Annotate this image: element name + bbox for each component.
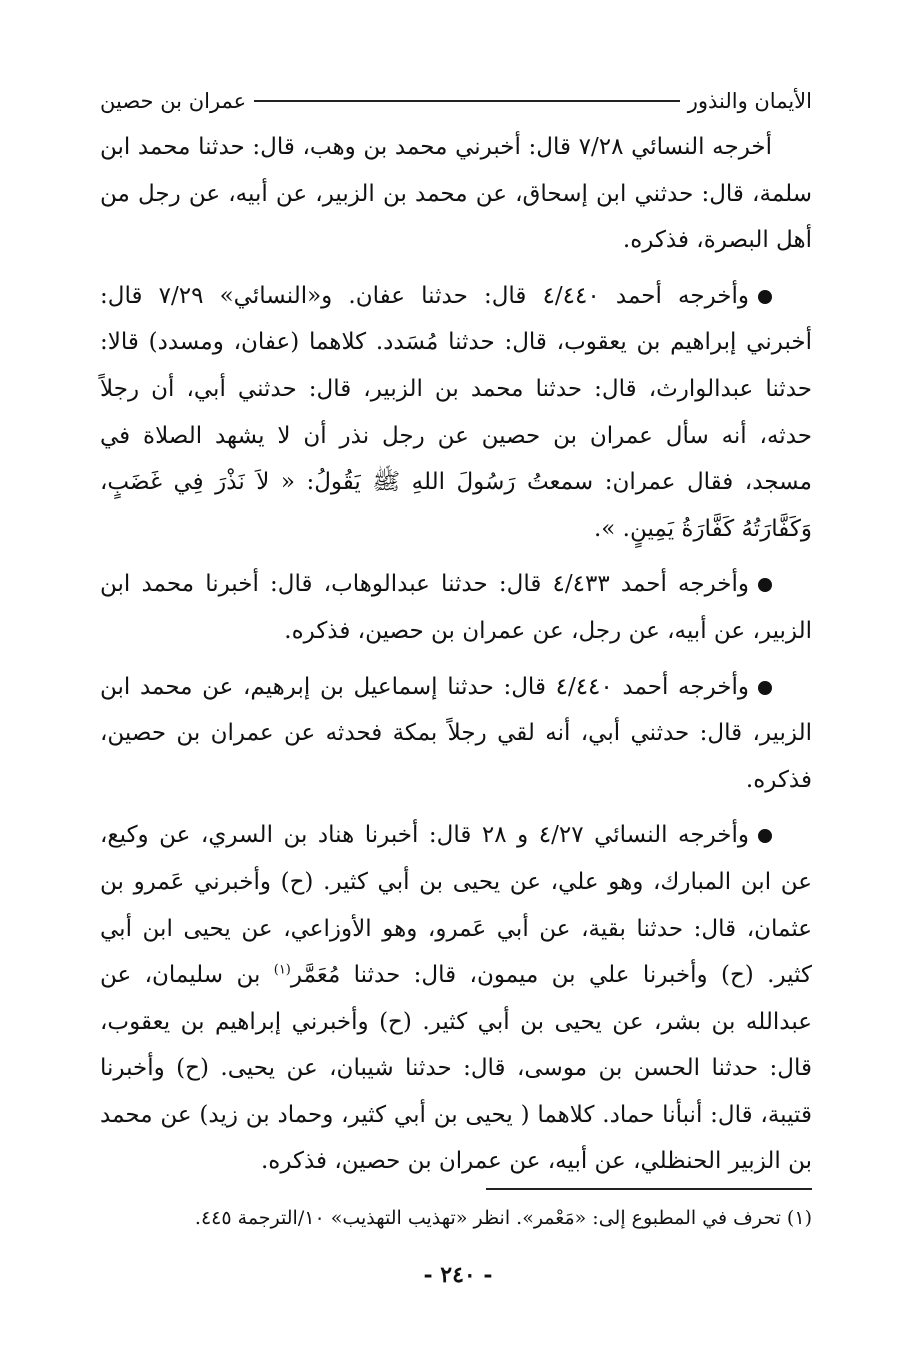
paragraph-3 [100, 561, 812, 654]
paragraph-text: وأخرجه النسائي ٤/٢٧ و ٢٨ قال: أخبرنا هناد بن السري، عن وكيع، عن ابن المبارك، وهو علي، عن يحيى بن أبي كثير. (ح) وأخبرني عَمرو بن عثمان، قال: حدثنا بقية، عن أبي عَمرو، وهو الأوزاعي، عن يحيى ابن أبي كثير. (ح) وأخبرنا علي بن ميمون، قال: حدثنا مُعَمَّر [100, 822, 812, 989]
page-number: - ٢٤٠ - [423, 1262, 493, 1288]
header-rule [254, 100, 679, 102]
paragraph-2 [100, 273, 812, 553]
bullet-icon [758, 829, 772, 843]
main-text [100, 124, 812, 1194]
paragraph-text: وأخرجه أحمد ٤/٤٤٠ قال: حدثنا إسماعيل بن إبرهيم، عن محمد ابن الزبير، قال: حدثني أبي، أنه لقي رجلاً بمكة فحدثه عن عمران بن حصين، فذكره. [100, 673, 812, 793]
paragraph-text: وأخرجه أحمد ٤/٤٣٣ قال: حدثنا عبدالوهاب، قال: أخبرنا محمد ابن الزبير، عن أبيه، عن رجل، عن عمران بن حصين، فذكره. [100, 571, 812, 644]
paragraph-text: أخرجه النسائي ٧/٢٨ قال: أخبرني محمد بن وهب، قال: حدثنا محمد ابن سلمة، قال: حدثني ابن إسحاق، عن محمد بن الزبير، عن أبيه، عن رجل من أهل البصرة، فذكره. [100, 134, 812, 254]
paragraph-4 [100, 664, 812, 804]
footnote-reference[interactable]: (١) [273, 962, 291, 978]
paragraph-text: بن سليمان، عن عبدالله بن بشر، عن يحيى بن أبي كثير. (ح) وأخبرني إبراهيم بن يعقوب، قال: حدثنا الحسن بن موسى، قال: حدثنا شيبان، عن يحيى. (ح) وأخبرنا قتيبة، قال: أنبأنا حماد. كلاهما ( يحيى بن أبي كثير، وحماد بن زيد) عن محمد بن الزبير الحنظلي، عن أبيه، عن عمران بن حصين، فذكره. [100, 962, 812, 1175]
chapter-title: الأيمان والنذور [687, 89, 812, 113]
section-title: عمران بن حصين [100, 89, 247, 113]
bullet-icon [758, 290, 772, 304]
bullet-icon [758, 681, 772, 695]
paragraph-1 [100, 124, 812, 264]
running-header [100, 86, 812, 116]
bullet-icon [758, 578, 772, 592]
paragraph-text: وأخرجه أحمد ٤/٤٤٠ قال: حدثنا عفان. و«النسائي» ٧/٢٩ قال: أخبرني إبراهيم بن يعقوب، قال: حدثنا مُسَدد. كلاهما (عفان، ومسدد) قالا: حدثنا عبدالوارث، قال: حدثنا محمد بن الزبير، قال: حدثني أبي، أن رجلاً حدثه، أنه سأل عمران بن حصين عن رجل نذر أن لا يشهد الصلاة في مسجد، فقال عمران: سمعتُ رَسُولَ اللهِ ﷺ يَقُولُ: « لاَ نَذْرَ فِي غَضَبٍ، وَكَفَّارَتُهُ كَفَّارَةُ يَمِينٍ. ». [100, 282, 812, 542]
footnote: (١) تحرف في المطبوع إلى: «مَعْمر». انظر «تهذيب التهذيب» ١٠/الترجمة ٤٤٥. [194, 1207, 812, 1229]
paragraph-5 [100, 812, 812, 1185]
footnote-separator [486, 1188, 812, 1190]
